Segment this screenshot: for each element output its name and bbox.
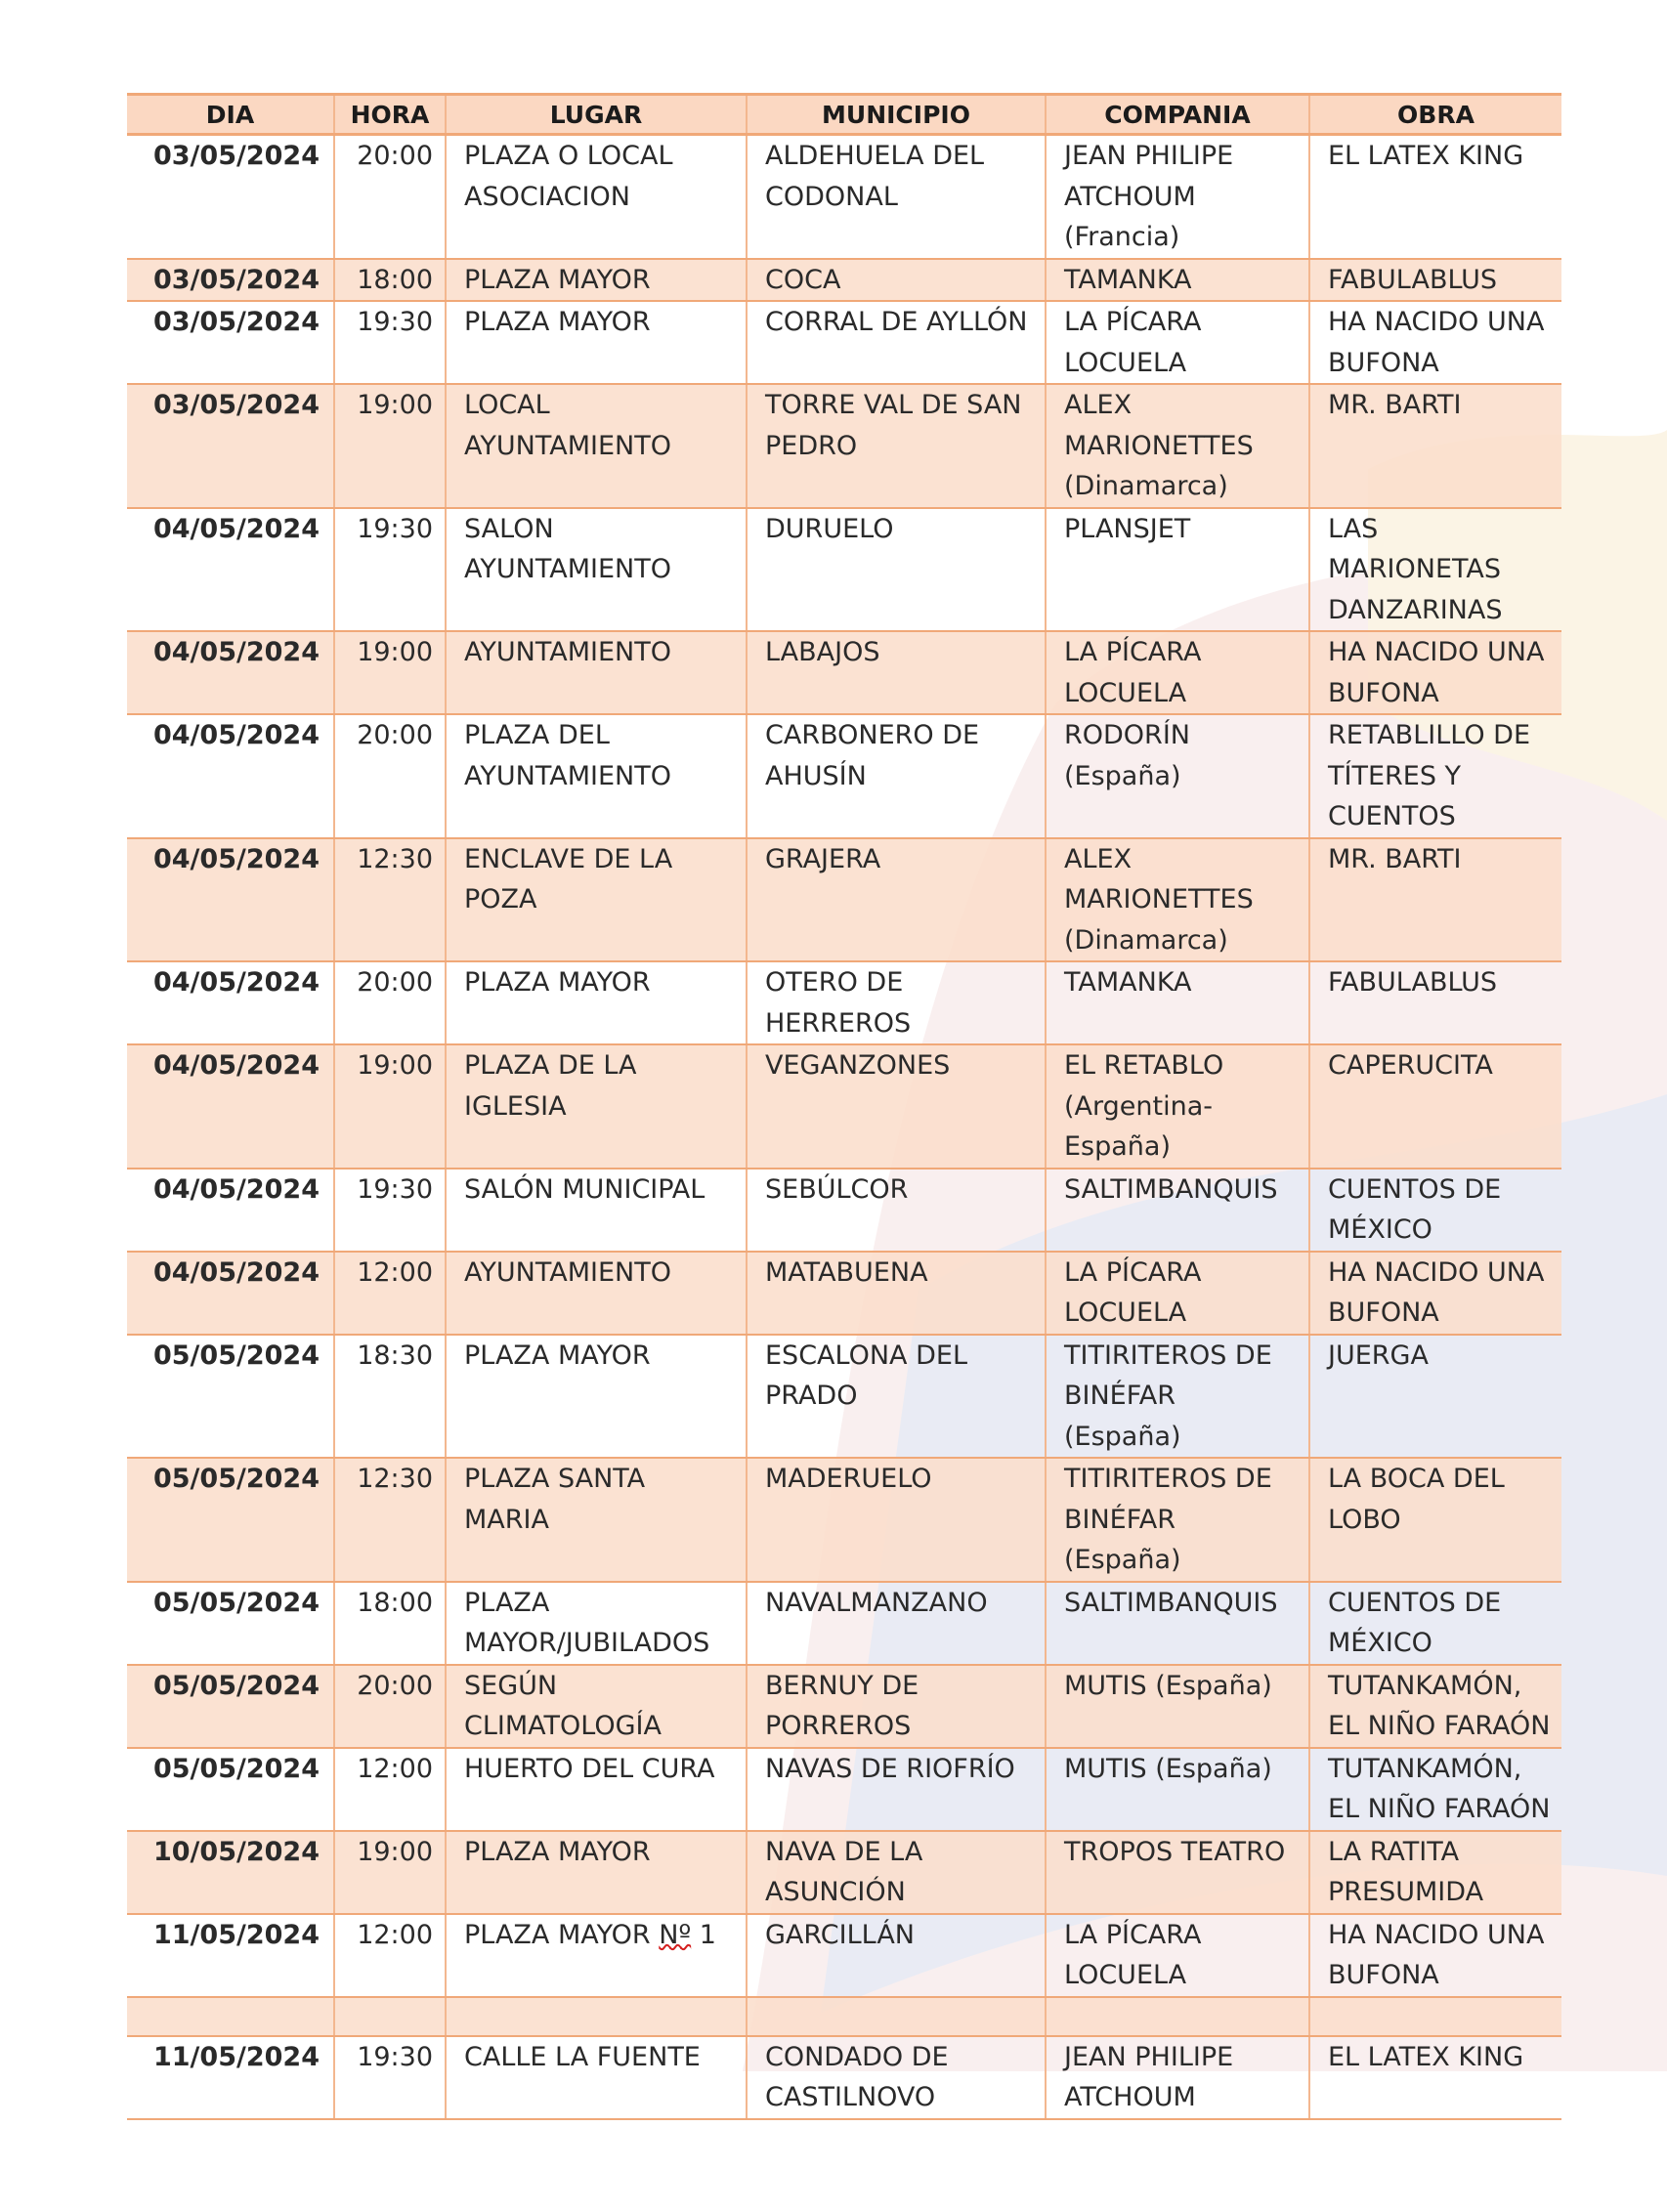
table-row: [127, 1582, 1561, 1665]
table-row: [127, 259, 1561, 302]
cell-dia: 11/05/2024: [127, 1914, 334, 1997]
cell-compania: LA PÍCARA LOCUELA: [1046, 631, 1309, 714]
cell-lugar: SALÓN MUNICIPAL: [446, 1169, 747, 1252]
header-municipio: MUNICIPIO: [747, 95, 1046, 135]
cell-dia: 05/05/2024: [127, 1335, 334, 1459]
cell-obra: HA NACIDO UNA BUFONA: [1309, 1914, 1561, 1997]
cell-lugar: AYUNTAMIENTO: [446, 631, 747, 714]
cell-dia: [127, 1997, 334, 2036]
cell-municipio: ESCALONA DEL PRADO: [747, 1335, 1046, 1459]
cell-lugar: PLAZA DEL AYUNTAMIENTO: [446, 714, 747, 838]
cell-municipio: NAVA DE LA ASUNCIÓN: [747, 1831, 1046, 1914]
cell-obra: FABULABLUS: [1309, 961, 1561, 1044]
cell-hora: 19:30: [334, 2036, 446, 2119]
table-row: [127, 135, 1561, 259]
cell-municipio: ALDEHUELA DEL CODONAL: [747, 135, 1046, 259]
cell-compania: [1046, 1997, 1309, 2036]
cell-compania: EL RETABLO (Argentina-España): [1046, 1044, 1309, 1169]
cell-dia: 05/05/2024: [127, 1582, 334, 1665]
cell-hora: 20:00: [334, 135, 446, 259]
header-compania: COMPANIA: [1046, 95, 1309, 135]
cell-dia: 04/05/2024: [127, 508, 334, 632]
table-row: [127, 1914, 1561, 1997]
cell-lugar: SALON AYUNTAMIENTO: [446, 508, 747, 632]
cell-lugar: PLAZA MAYOR Nº 1: [446, 1914, 747, 1997]
cell-compania: ALEX MARIONETTES (Dinamarca): [1046, 384, 1309, 508]
cell-lugar: PLAZA DE LA IGLESIA: [446, 1044, 747, 1169]
cell-municipio: TORRE VAL DE SAN PEDRO: [747, 384, 1046, 508]
cell-municipio: OTERO DE HERREROS: [747, 961, 1046, 1044]
cell-municipio: SEBÚLCOR: [747, 1169, 1046, 1252]
cell-dia: 03/05/2024: [127, 135, 334, 259]
cell-hora: 12:00: [334, 1252, 446, 1335]
cell-hora: 18:00: [334, 1582, 446, 1665]
cell-municipio: [747, 1997, 1046, 2036]
spellcheck-mark: Nº: [659, 1919, 692, 1950]
table-row: [127, 838, 1561, 962]
table-row: [127, 1748, 1561, 1831]
cell-obra: MR. BARTI: [1309, 838, 1561, 962]
cell-obra: FABULABLUS: [1309, 259, 1561, 302]
cell-hora: 19:30: [334, 301, 446, 384]
cell-municipio: NAVAS DE RIOFRÍO: [747, 1748, 1046, 1831]
table-row: [127, 1458, 1561, 1582]
schedule-table-container: [127, 93, 1561, 2120]
cell-municipio: LABAJOS: [747, 631, 1046, 714]
cell-hora: 20:00: [334, 961, 446, 1044]
cell-lugar: PLAZA MAYOR: [446, 301, 747, 384]
cell-hora: 18:30: [334, 1335, 446, 1459]
cell-obra: LAS MARIONETAS DANZARINAS: [1309, 508, 1561, 632]
cell-municipio: COCA: [747, 259, 1046, 302]
cell-compania: ALEX MARIONETTES (Dinamarca): [1046, 838, 1309, 962]
cell-obra: MR. BARTI: [1309, 384, 1561, 508]
cell-municipio: CORRAL DE AYLLÓN: [747, 301, 1046, 384]
cell-obra: HA NACIDO UNA BUFONA: [1309, 1252, 1561, 1335]
cell-lugar: SEGÚN CLIMATOLOGÍA: [446, 1665, 747, 1748]
cell-dia: 11/05/2024: [127, 2036, 334, 2119]
cell-hora: 19:00: [334, 1044, 446, 1169]
cell-lugar: HUERTO DEL CURA: [446, 1748, 747, 1831]
cell-obra: LA RATITA PRESUMIDA: [1309, 1831, 1561, 1914]
table-header-row: [127, 95, 1561, 135]
cell-dia: 05/05/2024: [127, 1458, 334, 1582]
cell-municipio: VEGANZONES: [747, 1044, 1046, 1169]
cell-obra: [1309, 1997, 1561, 2036]
header-dia: DIA: [127, 95, 334, 135]
cell-obra: TUTANKAMÓN, EL NIÑO FARAÓN: [1309, 1748, 1561, 1831]
cell-dia: 04/05/2024: [127, 838, 334, 962]
cell-compania: TITIRITEROS DE BINÉFAR (España): [1046, 1458, 1309, 1582]
cell-compania: LA PÍCARA LOCUELA: [1046, 1914, 1309, 1997]
cell-compania: RODORÍN (España): [1046, 714, 1309, 838]
cell-lugar: PLAZA MAYOR: [446, 1831, 747, 1914]
table-row: [127, 1831, 1561, 1914]
cell-dia: 03/05/2024: [127, 301, 334, 384]
cell-lugar: PLAZA MAYOR: [446, 961, 747, 1044]
cell-dia: 04/05/2024: [127, 961, 334, 1044]
cell-lugar: ENCLAVE DE LA POZA: [446, 838, 747, 962]
cell-municipio: MADERUELO: [747, 1458, 1046, 1582]
cell-obra: CAPERUCITA: [1309, 1044, 1561, 1169]
cell-obra: HA NACIDO UNA BUFONA: [1309, 301, 1561, 384]
header-hora: HORA: [334, 95, 446, 135]
cell-lugar: CALLE LA FUENTE: [446, 2036, 747, 2119]
cell-lugar: PLAZA MAYOR: [446, 1335, 747, 1459]
table-row: [127, 1665, 1561, 1748]
cell-obra: EL LATEX KING: [1309, 2036, 1561, 2119]
cell-municipio: CONDADO DE CASTILNOVO: [747, 2036, 1046, 2119]
cell-compania: JEAN PHILIPE ATCHOUM (Francia): [1046, 135, 1309, 259]
cell-compania: TROPOS TEATRO: [1046, 1831, 1309, 1914]
cell-municipio: MATABUENA: [747, 1252, 1046, 1335]
cell-hora: 19:00: [334, 1831, 446, 1914]
table-row: [127, 961, 1561, 1044]
cell-obra: LA BOCA DEL LOBO: [1309, 1458, 1561, 1582]
cell-municipio: GRAJERA: [747, 838, 1046, 962]
cell-hora: [334, 1997, 446, 2036]
cell-hora: 18:00: [334, 259, 446, 302]
table-body: [127, 135, 1561, 2119]
cell-dia: 03/05/2024: [127, 384, 334, 508]
cell-lugar: PLAZA MAYOR/JUBILADOS: [446, 1582, 747, 1665]
cell-lugar: [446, 1997, 747, 2036]
header-lugar: LUGAR: [446, 95, 747, 135]
table-row: [127, 1997, 1561, 2036]
cell-hora: 12:30: [334, 838, 446, 962]
schedule-table: [127, 93, 1561, 2120]
cell-hora: 12:00: [334, 1914, 446, 1997]
header-obra: OBRA: [1309, 95, 1561, 135]
cell-dia: 04/05/2024: [127, 631, 334, 714]
table-row: [127, 1044, 1561, 1169]
cell-dia: 04/05/2024: [127, 1169, 334, 1252]
cell-dia: 04/05/2024: [127, 1044, 334, 1169]
cell-compania: TAMANKA: [1046, 259, 1309, 302]
cell-obra: CUENTOS DE MÉXICO: [1309, 1169, 1561, 1252]
cell-lugar: PLAZA MAYOR: [446, 259, 747, 302]
cell-obra: HA NACIDO UNA BUFONA: [1309, 631, 1561, 714]
cell-compania: TITIRITEROS DE BINÉFAR (España): [1046, 1335, 1309, 1459]
cell-obra: CUENTOS DE MÉXICO: [1309, 1582, 1561, 1665]
table-row: [127, 1169, 1561, 1252]
cell-dia: 10/05/2024: [127, 1831, 334, 1914]
table-row: [127, 508, 1561, 632]
cell-dia: 03/05/2024: [127, 259, 334, 302]
cell-hora: 19:30: [334, 1169, 446, 1252]
cell-compania: LA PÍCARA LOCUELA: [1046, 301, 1309, 384]
cell-municipio: DURUELO: [747, 508, 1046, 632]
cell-obra: EL LATEX KING: [1309, 135, 1561, 259]
cell-hora: 12:00: [334, 1748, 446, 1831]
cell-obra: RETABLILLO DE TÍTERES Y CUENTOS: [1309, 714, 1561, 838]
cell-compania: SALTIMBANQUIS: [1046, 1169, 1309, 1252]
cell-municipio: NAVALMANZANO: [747, 1582, 1046, 1665]
cell-compania: SALTIMBANQUIS: [1046, 1582, 1309, 1665]
table-row: [127, 384, 1561, 508]
cell-lugar: AYUNTAMIENTO: [446, 1252, 747, 1335]
cell-compania: PLANSJET: [1046, 508, 1309, 632]
cell-compania: LA PÍCARA LOCUELA: [1046, 1252, 1309, 1335]
cell-lugar: LOCAL AYUNTAMIENTO: [446, 384, 747, 508]
cell-municipio: GARCILLÁN: [747, 1914, 1046, 1997]
cell-hora: 19:00: [334, 384, 446, 508]
table-row: [127, 301, 1561, 384]
cell-dia: 04/05/2024: [127, 714, 334, 838]
cell-dia: 05/05/2024: [127, 1748, 334, 1831]
cell-hora: 12:30: [334, 1458, 446, 1582]
cell-compania: MUTIS (España): [1046, 1665, 1309, 1748]
cell-compania: MUTIS (España): [1046, 1748, 1309, 1831]
cell-municipio: CARBONERO DE AHUSÍN: [747, 714, 1046, 838]
cell-lugar: PLAZA SANTA MARIA: [446, 1458, 747, 1582]
cell-obra: JUERGA: [1309, 1335, 1561, 1459]
cell-dia: 04/05/2024: [127, 1252, 334, 1335]
table-row: [127, 1335, 1561, 1459]
cell-hora: 20:00: [334, 714, 446, 838]
cell-hora: 20:00: [334, 1665, 446, 1748]
table-row: [127, 2036, 1561, 2119]
cell-hora: 19:00: [334, 631, 446, 714]
table-row: [127, 1252, 1561, 1335]
cell-obra: TUTANKAMÓN, EL NIÑO FARAÓN: [1309, 1665, 1561, 1748]
cell-compania: JEAN PHILIPE ATCHOUM: [1046, 2036, 1309, 2119]
cell-dia: 05/05/2024: [127, 1665, 334, 1748]
cell-compania: TAMANKA: [1046, 961, 1309, 1044]
table-row: [127, 631, 1561, 714]
table-row: [127, 714, 1561, 838]
cell-hora: 19:30: [334, 508, 446, 632]
cell-lugar: PLAZA O LOCAL ASOCIACION: [446, 135, 747, 259]
cell-municipio: BERNUY DE PORREROS: [747, 1665, 1046, 1748]
